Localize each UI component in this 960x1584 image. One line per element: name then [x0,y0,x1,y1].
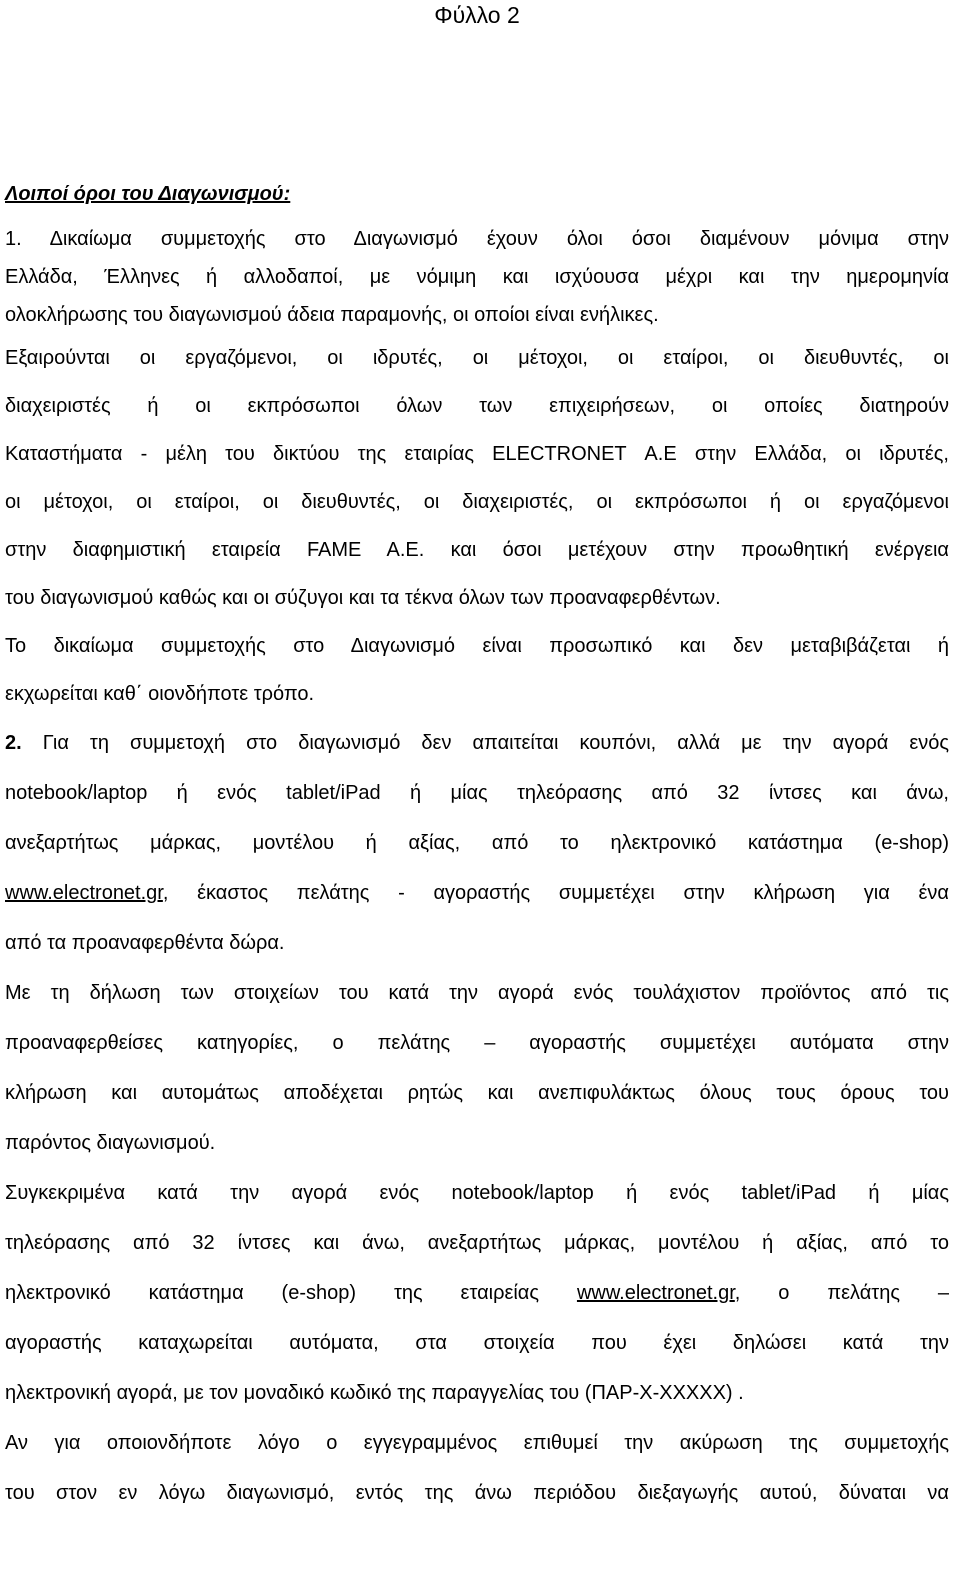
section-heading: Λοιποί όροι του Διαγωνισμού: [5,183,291,205]
paragraph-personal-right [5,622,949,718]
paragraph-registration [5,1168,949,1418]
text-line: κλήρωση και αυτομάτως αποδέχεται ρητώς και ανεπιφυλάκτως όλους τους όρους του [5,1082,949,1104]
text-line: προαναφερθείσες κατηγορίες, ο πελάτης – αγοραστής συμμετέχει αυτόματα στην [5,1032,949,1054]
document-page [5,0,949,1518]
text-line: Συγκεκριμένα κατά την αγορά ενός notebook/laptop ή ενός tablet/iPad ή μίας [5,1182,949,1204]
text-line: παρόντος διαγωνισμού. [5,1132,216,1154]
paragraph-eligibility [5,220,949,334]
item-number: 2. [5,732,22,754]
text-line: ηλεκτρονική αγορά, με τον μοναδικό κωδικό της παραγγελίας του (ΠΑΡ-Χ-ΧΧΧΧΧ) . [5,1382,744,1404]
text-line: εκχωρείται καθ΄ οιονδήποτε τρόπο. [5,683,315,705]
text-line: notebook/laptop ή ενός tablet/iPad ή μίας τηλεόρασης από 32 ίντσες και άνω, [5,782,949,804]
text-line: ανεξαρτήτως μάρκας, μοντέλου ή αξίας, από το ηλεκτρονικό κατάστημα (e-shop) [5,832,949,854]
text-line: από τα προαναφερθέντα δώρα. [5,932,285,954]
text-line: του διαγωνισμού καθώς και οι σύζυγοι και τα τέκνα όλων των προαναφερθέντων. [5,587,721,609]
electronet-link[interactable]: www.electronet.gr [5,882,163,904]
text-line: Με τη δήλωση των στοιχείων του κατά την αγορά ενός τουλάχιστον προϊόντος από τις [5,982,949,1004]
text-line: Αν για οποιονδήποτε λόγο ο εγγεγραμμένος επιθυμεί την ακύρωση της συμμετοχής [5,1432,949,1454]
text-line: στην διαφημιστική εταιρεία FAME A.E. και όσοι μετέχουν στην προωθητική ενέργεια [5,539,949,561]
text-line: Το δικαίωμα συμμετοχής στο Διαγωνισμό είναι προσωπικό και δεν μεταβιβάζεται ή [5,635,949,657]
text-line: 1. Δικαίωμα συμμετοχής στο Διαγωνισμό έχουν όλοι όσοι διαμένουν μόνιμα στην [5,228,949,250]
text-line: ολοκλήρωσης του διαγωνισμού άδεια παραμονής, οι οποίοι είναι ενήλικες. [5,304,659,326]
text-line: 2. Για τη συμμετοχή στο διαγωνισμό δεν απαιτείται κουπόνι, αλλά με την αγορά ενός [5,732,949,754]
text-line: Καταστήματα - μέλη του δικτύου της εταιρίας ELECTRONET Α.Ε στην Ελλάδα, οι ιδρυτές, [5,443,949,465]
paragraph-participation [5,718,949,968]
text-line: www.electronet.gr, έκαστος πελάτης - αγοραστής συμμετέχει στην κλήρωση για ένα [5,882,949,904]
sheet-title: Φύλλο 2 [434,2,520,28]
paragraph-declaration [5,968,949,1168]
item-number: 1. [5,228,22,250]
electronet-link[interactable]: www.electronet.gr [576,1282,735,1304]
text-line: ηλεκτρονικό κατάστημα (e-shop) της εταιρείας www.electronet.gr, ο πελάτης – [5,1282,949,1304]
text-line: Εξαιρούνται οι εργαζόμενοι, οι ιδρυτές, οι μέτοχοι, οι εταίροι, οι διευθυντές, οι [5,347,949,369]
paragraph-cancellation [5,1418,949,1518]
text-line: του στον εν λόγω διαγωνισμό, εντός της άνω περιόδου διεξαγωγής αυτού, δύναται να [5,1482,949,1504]
text-line: τηλεόρασης από 32 ίντσες και άνω, ανεξαρτήτως μάρκας, μοντέλου ή αξίας, από το [5,1232,949,1254]
text-line: αγοραστής καταχωρείται αυτόματα, στα στοιχεία που έχει δηλώσει κατά την [5,1332,949,1354]
text-line: οι μέτοχοι, οι εταίροι, οι διευθυντές, οι διαχειριστές, οι εκπρόσωποι ή οι εργαζόμενοι [5,491,949,513]
paragraph-exclusions [5,334,949,622]
text-line: Ελλάδα, Έλληνες ή αλλοδαποί, με νόμιμη και ισχύουσα μέχρι και την ημερομηνία [5,266,949,288]
text-line: διαχειριστές ή οι εκπρόσωποι όλων των επιχειρήσεων, οι οποίες διατηρούν [5,395,949,417]
